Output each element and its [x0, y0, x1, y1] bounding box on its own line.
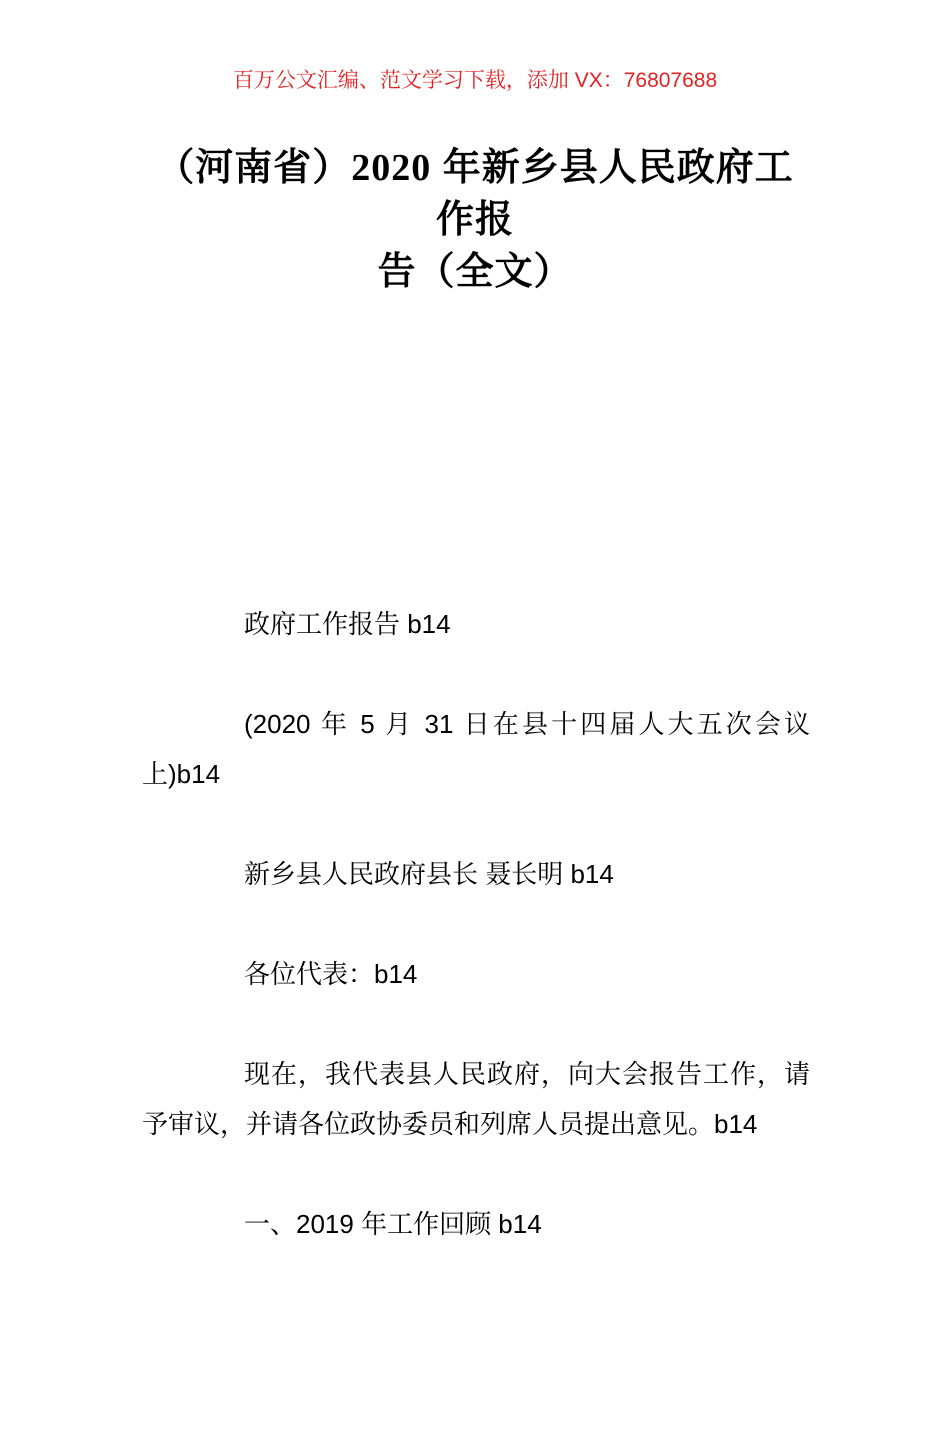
paragraph-salutation — [142, 949, 810, 999]
text-line: 各位代表：b14 — [244, 959, 418, 989]
promo-text: 百万公文汇编、范文学习下载，添加 VX：76807688 — [232, 69, 718, 92]
text-line: 现在，我代表县人民政府，向大会报告工作，请 — [244, 1059, 810, 1089]
paragraph-intro — [142, 1049, 810, 1149]
text-line: 予审议，并请各位政协委员和列席人员提出意见。b14 — [142, 1109, 758, 1139]
paragraph-author — [142, 849, 810, 899]
title-line-2: 告（全文） — [377, 251, 573, 293]
text-line: 政府工作报告 b14 — [244, 609, 451, 639]
title-line1-prefix: （河南省） — [156, 147, 352, 189]
paragraph-report-title — [142, 599, 810, 649]
text-line: 上)b14 — [142, 759, 221, 789]
text-line: 新乡县人民政府县长 聂长明 b14 — [244, 859, 614, 889]
text-line: 一、2019 年工作回顾 b14 — [244, 1209, 542, 1239]
paragraph-section-heading — [142, 1199, 810, 1249]
promo-banner — [0, 0, 950, 96]
title-line-1 — [142, 142, 808, 246]
paragraph-session-note — [142, 699, 810, 799]
document-title — [142, 142, 808, 298]
title-line1-suffix: 年新乡县人民政府工作报 — [431, 147, 794, 241]
title-line1-year: 2020 — [351, 147, 432, 189]
document-body — [142, 599, 810, 1439]
text-line: (2020 年 5 月 31 日在县十四届人大五次会议 — [244, 709, 810, 739]
